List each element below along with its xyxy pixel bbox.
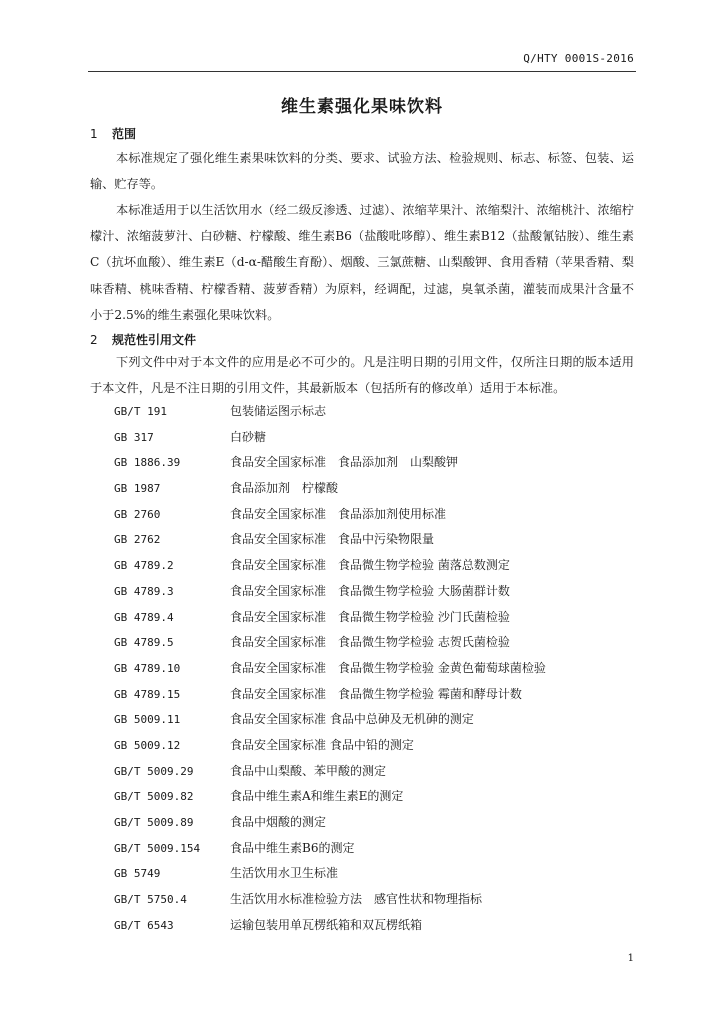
- section-1-paragraph-1: 本标准规定了强化维生素果味饮料的分类、要求、试验方法、检验规则、标志、标签、包装、运输、贮存等。: [90, 151, 634, 192]
- reference-code: GB/T 5009.89: [114, 816, 194, 829]
- reference-code: GB/T 5750.4: [114, 893, 187, 907]
- reference-title: 食品中维生素B6的测定: [230, 840, 355, 855]
- reference-title: 食品安全国家标准 食品微生物学检验 霉菌和酵母计数: [230, 686, 522, 701]
- reference-row: [114, 505, 634, 531]
- reference-code: GB 4789.10: [114, 661, 181, 675]
- reference-row: [114, 428, 634, 454]
- reference-row: [114, 787, 634, 813]
- reference-code: GB 4789.5: [114, 636, 174, 650]
- reference-code: GB/T 6543: [114, 918, 174, 932]
- reference-row: [114, 762, 634, 788]
- section-1-title: 范围: [112, 127, 137, 141]
- reference-title: 白砂糖: [230, 429, 267, 444]
- reference-code: GB 4789.2: [114, 559, 174, 573]
- reference-code: GB 317: [114, 430, 154, 444]
- section-2-number: 2: [90, 333, 98, 347]
- reference-code: GB 5009.11: [114, 713, 181, 727]
- reference-title: 食品中烟酸的测定: [230, 815, 327, 829]
- standard-code: Q/HTY 0001S-2016: [523, 52, 634, 65]
- reference-title: 食品安全国家标准 食品微生物学检验 大肠菌群计数: [230, 583, 510, 598]
- reference-row: [114, 839, 634, 865]
- reference-row: [114, 736, 634, 762]
- reference-title: 食品安全国家标准 食品微生物学检验 志贺氏菌检验: [230, 635, 510, 650]
- reference-code: GB 4789.3: [114, 584, 174, 598]
- section-1-paragraph-2: 本标准适用于以生活饮用水（经二级反渗透、过滤）、浓缩苹果汁、浓缩梨汁、浓缩桃汁、浓缩柠檬汁、浓缩菠萝汁、白砂糖、柠檬酸、维生素B6（盐酸吡哆醇）、维生素B12（盐酸氰钴胺）、维生素C（抗坏血酸）、维生素E（d-α-醋酸生育酚）、烟酸、三氯蔗糖、山梨酸钾、食用香精（苹果香精、梨味香精、桃味香精、柠檬香精、菠萝香精）为原料，经调配，过滤，臭氧杀菌，灌装而成果汁含量不小于2.5%的维生素强化果味饮料。: [90, 203, 634, 322]
- reference-code: GB 5749: [114, 867, 161, 881]
- reference-title: 食品安全国家标准 食品微生物学检验 沙门氏菌检验: [230, 609, 510, 624]
- section-2-title: 规范性引用文件: [112, 333, 197, 347]
- reference-code: GB/T 5009.82: [114, 790, 194, 804]
- reference-title: 食品安全国家标准 食品添加剂 山梨酸钾: [230, 455, 459, 470]
- reference-code: GB/T 5009.154: [114, 841, 201, 855]
- section-2-intro: 下列文件中对于本文件的应用是必不可少的。凡是注明日期的引用文件，仅所注日期的版本适用于本文件，凡是不注日期的引用文件，其最新版本（包括所有的修改单）适用于本标准。: [90, 355, 634, 396]
- reference-row: [114, 633, 634, 659]
- reference-title: 包装储运图示标志: [230, 404, 327, 418]
- reference-row: [114, 582, 634, 608]
- page-number: 1: [627, 953, 634, 964]
- reference-row: [114, 530, 634, 556]
- reference-title: 生活饮用水标准检验方法 感官性状和物理指标: [230, 892, 483, 907]
- reference-code: GB/T 191: [114, 405, 167, 418]
- reference-code: GB 1987: [114, 482, 161, 496]
- reference-title: 生活饮用水卫生标准: [230, 866, 339, 881]
- reference-title: 食品安全国家标准 食品中铅的测定: [230, 737, 414, 752]
- reference-title: 食品安全国家标准 食品中污染物限量: [230, 532, 435, 547]
- reference-title: 食品安全国家标准 食品中总砷及无机砷的测定: [230, 712, 474, 727]
- reference-code: GB 2760: [114, 507, 161, 521]
- reference-code: GB 4789.4: [114, 610, 174, 624]
- reference-list: [114, 402, 634, 941]
- reference-code: GB 5009.12: [114, 738, 181, 752]
- reference-row: [114, 453, 634, 479]
- reference-code: GB/T 5009.29: [114, 764, 194, 778]
- reference-title: 食品中维生素A和维生素E的测定: [230, 789, 404, 804]
- reference-code: GB 4789.15: [114, 687, 181, 701]
- reference-title: 食品安全国家标准 食品微生物学检验 菌落总数测定: [230, 558, 510, 573]
- reference-title: 食品安全国家标准 食品添加剂使用标准: [230, 506, 447, 521]
- reference-title: 运输包装用单瓦楞纸箱和双瓦楞纸箱: [230, 917, 423, 932]
- section-1-number: 1: [90, 127, 98, 141]
- reference-code: GB 2762: [114, 533, 161, 547]
- header-divider: [88, 71, 636, 72]
- reference-row: [114, 813, 634, 839]
- reference-row: [114, 556, 634, 582]
- reference-row: [114, 890, 634, 916]
- reference-row: [114, 608, 634, 634]
- reference-row: [114, 710, 634, 736]
- reference-row: [114, 685, 634, 711]
- reference-row: [114, 659, 634, 685]
- reference-row: [114, 916, 634, 942]
- reference-code: GB 1886.39: [114, 456, 181, 470]
- reference-row: [114, 864, 634, 890]
- reference-row: [114, 479, 634, 505]
- document-title: 维生素强化果味饮料: [281, 97, 443, 117]
- reference-row: [114, 402, 634, 428]
- section-1-heading: [90, 125, 136, 142]
- section-2-heading: [90, 331, 196, 348]
- reference-title: 食品添加剂 柠檬酸: [230, 481, 339, 496]
- reference-title: 食品中山梨酸、苯甲酸的测定: [230, 763, 387, 778]
- reference-title: 食品安全国家标准 食品微生物学检验 金黄色葡萄球菌检验: [230, 660, 546, 675]
